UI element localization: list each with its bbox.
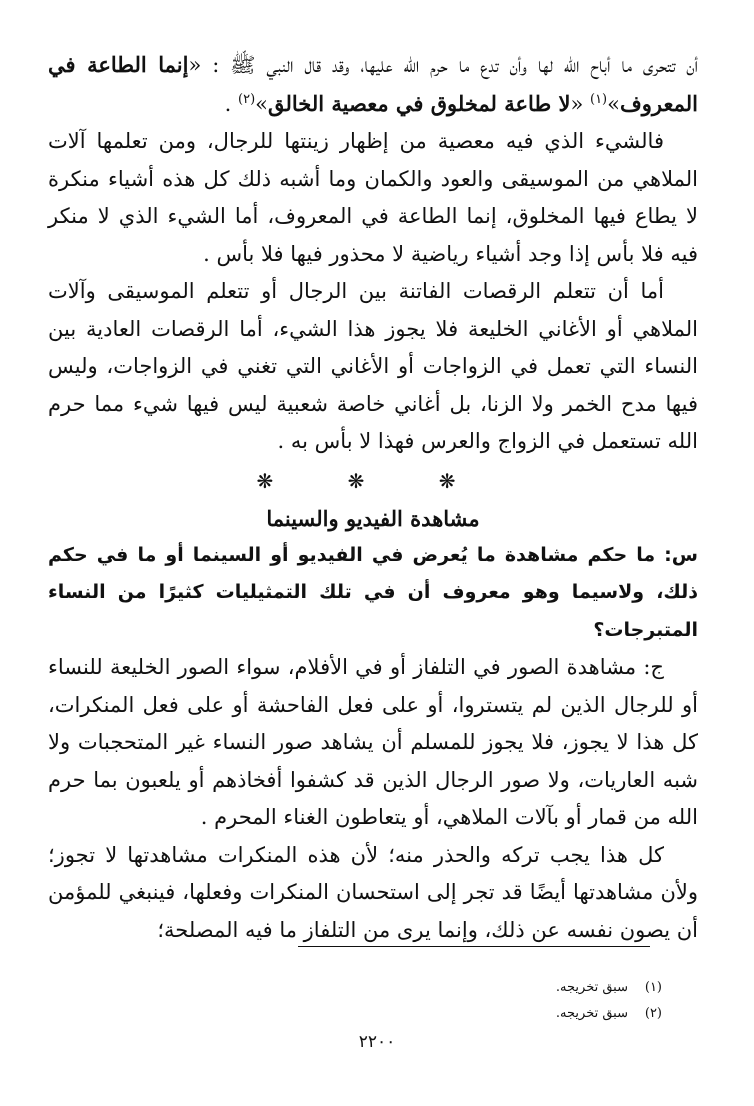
page-body [48,46,698,949]
paragraph-last: كل هذا يجب تركه والحذر منه؛ لأن هذه المنكرات مشاهدتها لا تجوز؛ ولأن مشاهدتها أيضًا قد تجر إلى استحسان المنكرات وفعلها، فينبغي للمؤمن أن يصون نفسه عن ذلك، وإنما يرى من التلفاز ما فيه المصلحة؛ [48,842,698,942]
paragraph-1: أن تتحرى ما أباح الله لها وأن تدع ما حرم الله عليها، وقد قال النبي ﷺ : «إنما الطاعة في المعروف»$^{(١)}$ «لا طاعة لمخلوق في معصية الخالق»$^{(٢)}$ . [48,52,699,116]
section-separator: ❋ ❋ ❋ [256,468,490,493]
footnote-number: (٢) [644,1006,662,1021]
paragraph-3: أما أن تتعلم الرقصات الفاتنة بين الرجال أو تتعلم الموسيقى وآلات الملاهي أو الأغاني الخليعة فلا يجوز هذا الشيء، أما الرقصات العادية بين النساء التي تعمل في الزواجات أو الأغاني التي تغني في الزواجات، وليس فيها مدح الخمر ولا الزنا، بل أغاني خاصة شعبية ليس فيها شيء مما حرم الله تستعمل في الزواج والعرس فهذا لا بأس به . [48,279,698,453]
paragraph-2: فالشيء الذي فيه معصية من إظهار زينتها للرجال، ومن تعلمها آلات الملاهي من الموسيقى والعود والكمان وما أشبه ذلك كل هذه أشياء منكرة لا يطاع فيها المخلوق، إنما الطاعة في المعروف، أما الشيء الذي لا منكر فيه فلا بأس إذا وجد أشياء رياضية لا محذور فيها فلا بأس . [48,129,698,266]
footnote-item [556,1001,662,1027]
footnote-divider [298,946,650,947]
footnote-ref-1: (١) [589,91,608,107]
answer-paragraph: ج: مشاهدة الصور في التلفاز أو في الأفلام، سواء الصور الخليعة للنساء أو للرجال الذين لم يتستروا، أو على فعل الفاحشة أو على فعل المنكرات، كل هذا لا يجوز، فلا يجوز للمسلم أن يشاهد صور النساء غير المتحجبات ولا شبه العاريات، ولا صور الرجال الذين قد كشفوا أفخاذهم أو يلعبون بما حرم الله من قمار أو بآلات الملاهي، أو يتعاطون الغناء المحرم . [48,655,698,829]
footnote-text: سبق تخريجه. [555,980,628,995]
question-paragraph: س: ما حكم مشاهدة ما يُعرض في الفيديو أو السينما أو ما في حكم ذلك، ولاسيما وهو معروف أن في تلك التمثيليات كثيرًا من النساء المتبرجات؟ [48,543,698,641]
footnote-text: سبق تخريجه. [555,1006,628,1021]
section-title: مشاهدة الفيديو والسينما [266,505,480,531]
page-number: ٢٢٠٠ [358,1032,396,1052]
paragraph-1-text: أن تتحرى ما أباح الله لها وأن تدع ما حرم الله عليها، وقد قال النبي ﷺ : « [188,53,699,77]
footnote-item [556,975,662,1001]
footnotes [556,975,662,1027]
hadith-1: إنما الطاعة في المعروف [48,52,698,116]
footnote-ref-2: (٢) [238,91,256,107]
footnote-number: (١) [644,980,662,995]
hadith-2: لا طاعة لمخلوق في معصية الخالق [268,90,571,116]
